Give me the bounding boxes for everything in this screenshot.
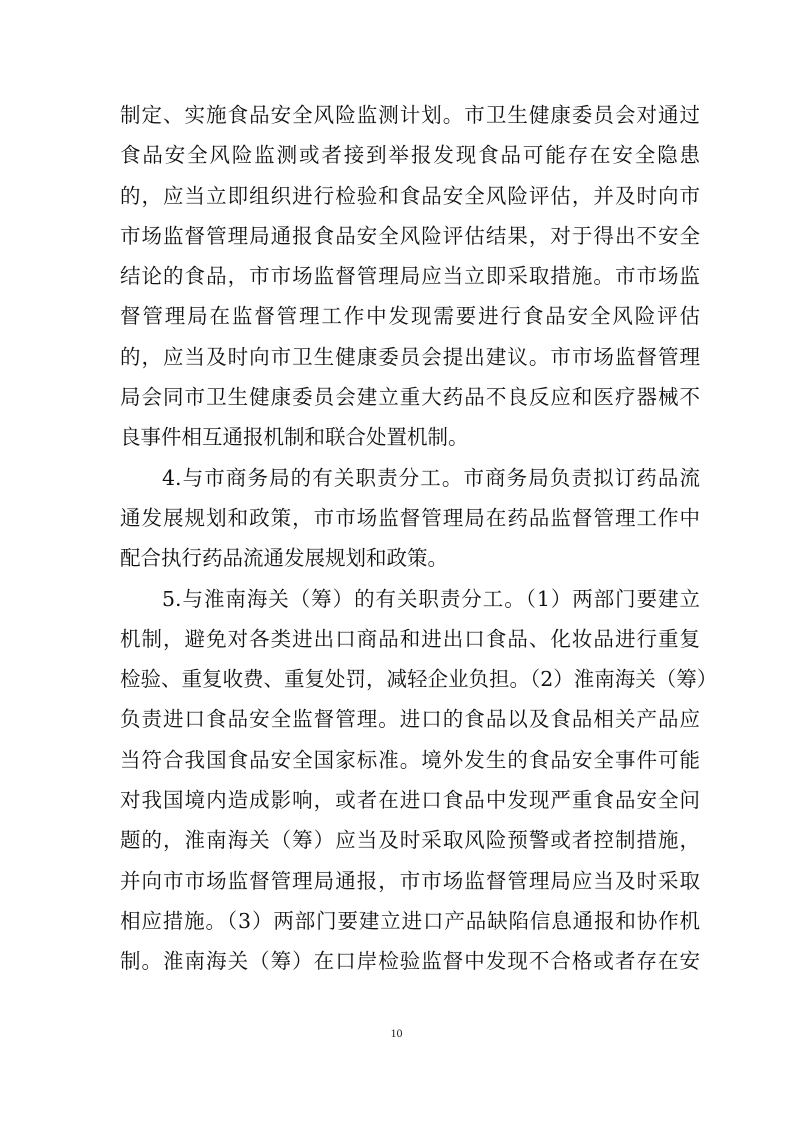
body-text xyxy=(120,98,718,985)
text-line: 督管理局在监督管理工作中发现需要进行食品安全风险评估 xyxy=(120,304,700,329)
text-line: 通发展规划和政策，市市场监督管理局在药品监督管理工作中 xyxy=(120,505,700,530)
text-line: 负责进口食品安全监督管理。进口的食品以及食品相关产品应 xyxy=(120,707,700,732)
text-line: 的，应当立即组织进行检验和食品安全风险评估，并及时向市 xyxy=(120,183,700,208)
text-line: 对我国境内造成影响，或者在进口食品中发现严重食品安全问 xyxy=(120,788,700,813)
text-line: 相应措施。（3）两部门要建立进口产品缺陷信息通报和协作机 xyxy=(120,908,700,933)
text-line: 市场监督管理局通报食品安全风险评估结果，对于得出不安全 xyxy=(120,223,700,248)
text-line: 的，应当及时向市卫生健康委员会提出建议。市市场监督管理 xyxy=(120,344,700,369)
text-line: 局会同市卫生健康委员会建立重大药品不良反应和医疗器械不 xyxy=(120,385,700,410)
text-line: 食品安全风险监测或者接到举报发现食品可能存在安全隐患 xyxy=(120,143,700,168)
text-line: 良事件相互通报机制和联合处置机制。 xyxy=(120,425,469,450)
text-line: 4.与市商务局的有关职责分工。市商务局负责拟订药品流 xyxy=(162,465,700,490)
text-line: 制定、实施食品安全风险监测计划。市卫生健康委员会对通过 xyxy=(120,103,700,127)
text-line: 当符合我国食品安全国家标准。境外发生的食品安全事件可能 xyxy=(120,747,700,772)
text-line: 机制，避免对各类进出口商品和进出口食品、化妆品进行重复 xyxy=(120,626,700,651)
text-line: 并向市市场监督管理局通报，市市场监督管理局应当及时采取 xyxy=(120,868,700,893)
text-line: 检验、重复收费、重复处罚，减轻企业负担。（2）淮南海关（筹） xyxy=(120,667,718,692)
text-line: 题的，淮南海关（筹）应当及时采取风险预警或者控制措施， xyxy=(120,828,700,853)
text-line: 制。淮南海关（筹）在口岸检验监督中发现不合格或者存在安 xyxy=(120,949,700,974)
text-line: 结论的食品，市市场监督管理局应当立即采取措施。市市场监 xyxy=(120,264,700,289)
page-number: 10 xyxy=(390,1026,403,1040)
text-line: 配合执行药品流通发展规划和政策。 xyxy=(120,546,448,571)
text-line: 5.与淮南海关（筹）的有关职责分工。（1）两部门要建立 xyxy=(162,586,700,611)
